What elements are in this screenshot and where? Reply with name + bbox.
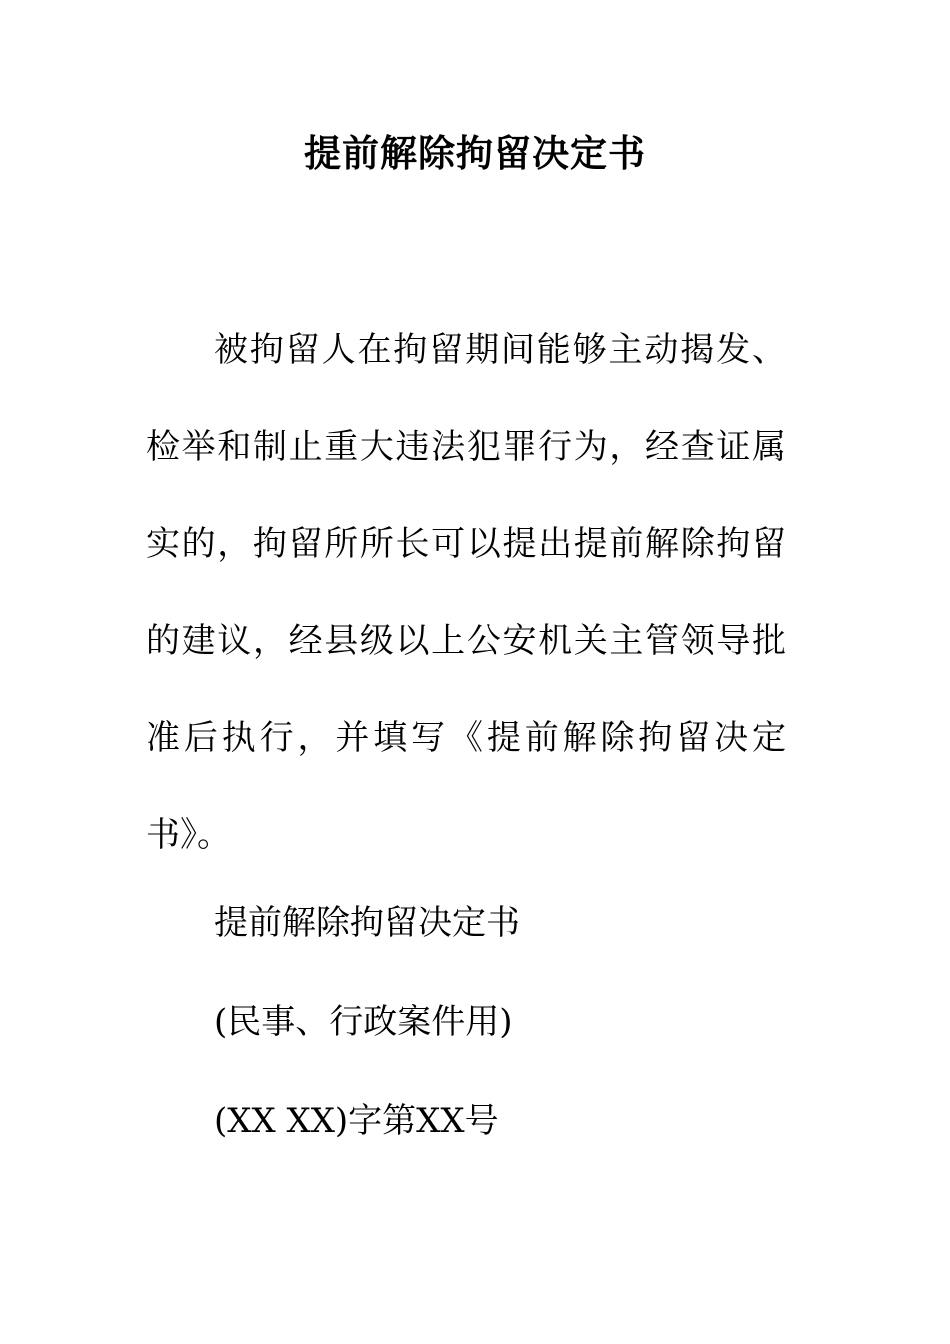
body-paragraph: 被拘留人在拘留期间能够主动揭发、检举和制止重大违法犯罪行为，经查证属实的，拘留所所长可以提出提前解除拘留的建议，经县级以上公安机关主管领导批准后执行，并填写《提前解除拘留决定书》。 bbox=[146, 330, 786, 855]
form-subtitle: (民事、行政案件用) bbox=[214, 1002, 513, 1042]
form-number: (XX XX)字第XX号 bbox=[214, 1101, 499, 1141]
form-title: 提前解除拘留决定书 bbox=[214, 903, 520, 943]
document-title: 提前解除拘留决定书 bbox=[304, 131, 646, 175]
